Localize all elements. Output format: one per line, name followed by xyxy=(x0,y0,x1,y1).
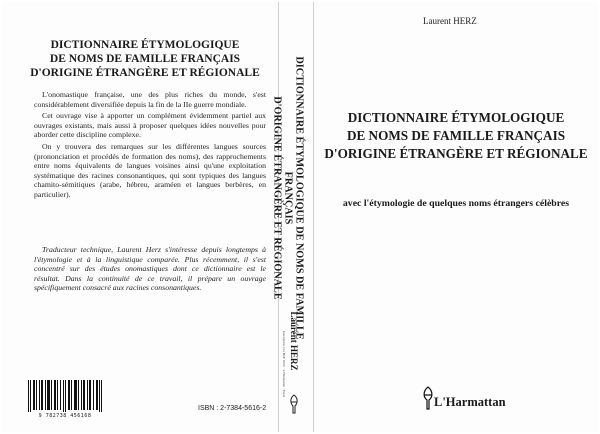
front-title-line: DE NOMS DE FAMILLE FRANÇAIS xyxy=(346,128,566,143)
front-title-line: DICTIONNAIRE ÉTYMOLOGIQUE xyxy=(347,110,565,125)
book-cover xyxy=(2,2,598,432)
front-author: Laurent HERZ xyxy=(423,16,477,26)
publisher-logo-icon xyxy=(287,394,301,414)
front-subtitle: avec l'étymologie de quelques noms étrangers célèbres xyxy=(342,198,570,209)
isbn: ISBN : 2-7384-5616-2 xyxy=(198,405,267,412)
front-title-line: D'ORIGINE ÉTRANGÈRE ET RÉGIONALE xyxy=(324,146,588,161)
back-description xyxy=(34,90,266,202)
back-title-line: DE NOMS DE FAMILLE FRANÇAIS xyxy=(49,53,241,65)
description-paragraph: L'onomastique française, une des plus riches du monde, s'est considérablement diversifiée depuis la fin de la IIe guerre mondiale. xyxy=(34,90,266,109)
spine-fine-print: Inscription à la BnF 2000 · L'Harmattan · Paris xyxy=(282,330,286,398)
front-title xyxy=(314,109,598,163)
publisher-name: L'Harmattan xyxy=(434,395,506,409)
spine-title-line: DICTIONNAIRE ÉTYMOLOGIQUE DE NOMS DE FAMILLE FRANÇAIS xyxy=(282,56,305,340)
back-title-line: DICTIONNAIRE ÉTYMOLOGIQUE xyxy=(50,39,240,51)
front-cover xyxy=(314,2,598,432)
barcode-number: 9 782738 456168 xyxy=(38,413,92,419)
spine-title-line: D'ORIGINE ÉTRANGÈRE ET RÉGIONALE xyxy=(271,96,283,300)
description-paragraph: Cet ouvrage vise à apporter un complément évidemment partiel aux ouvrages existants, mais aussi à proposer quelques idées nouvelles pour aborder cette discipline complexe. xyxy=(34,111,266,140)
barcode xyxy=(26,380,104,412)
back-title-line: D'ORIGINE ÉTRANGÈRE ET RÉGIONALE xyxy=(30,67,260,79)
back-title xyxy=(12,38,278,80)
author-bio: Traducteur technique, Laurent Herz s'intéresse depuis longtemps à l'étymologie et à la linguistique comparée. Plus récemment, il s'est concentré sur des études onomastiques dont ce dictionnaire est le résultat. Dans la continuité de ce travail, il prépare un ouvrage spécifiquement consacré aux racines consonantiques. xyxy=(34,245,266,293)
spine-title xyxy=(272,43,305,353)
spine-author: Laurent HERZ xyxy=(289,311,299,371)
back-cover xyxy=(12,2,278,432)
description-paragraph: On y trouvera des remarques sur les différentes langues sources (prononciation et procédés de formation des noms), des rapprochements entre noms équivalents de langues voisines ainsi qu'une exploitation systématique des racines consonantiques, qui sont typiques des langues chamito-sémitiques (arabe, hébreu, araméen et langues berbères, en particulier). xyxy=(34,141,266,199)
